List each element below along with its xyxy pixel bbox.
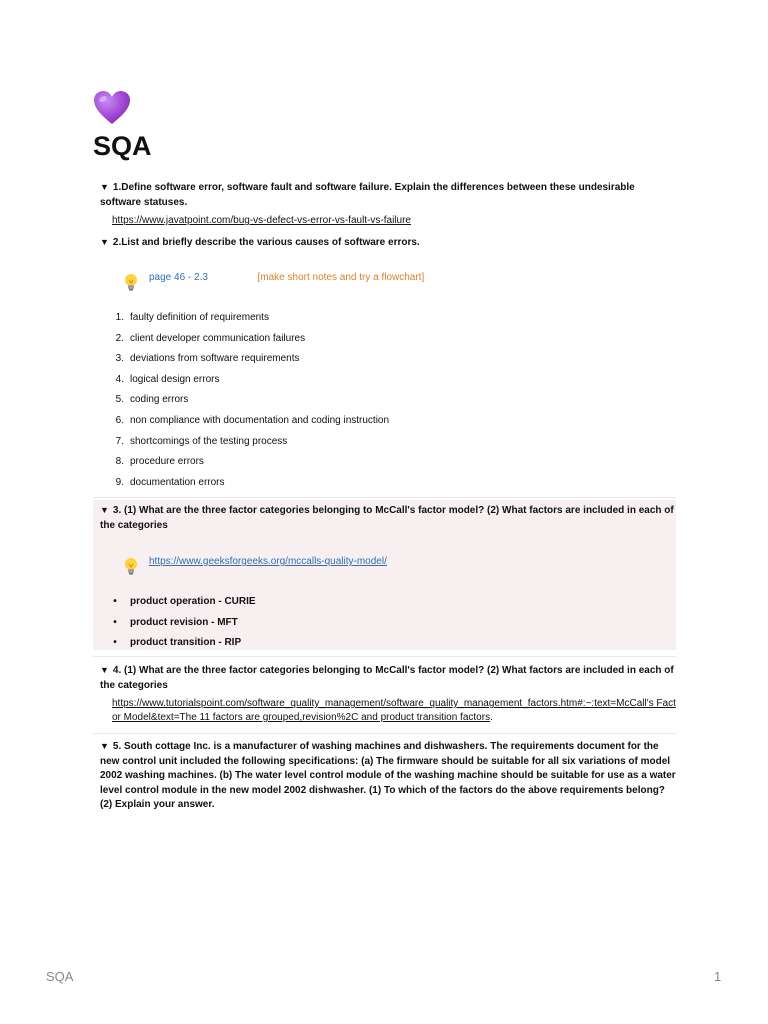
- list-item-text: procedure errors: [130, 456, 204, 468]
- list-item-number: 8.: [115, 456, 124, 468]
- toggle-question-4[interactable]: [93, 663, 676, 693]
- question-4-link-wrap: https://www.tutorialspoint.com/software_quality_management/software_quality_management_factors.htm#:~:text=McCall's Factor Model&text=The 11 factors are grouped,revision%2C and product transition factors.: [112, 698, 676, 723]
- list-item-text: logical design errors: [130, 373, 220, 385]
- list-item: [100, 616, 256, 637]
- callout-link[interactable]: https://www.geeksforgeeks.org/mccalls-quality-model/: [149, 556, 387, 567]
- triangle-down-icon[interactable]: ▼: [100, 182, 109, 192]
- callout-note: [make short notes and try a flowchart]: [257, 272, 425, 283]
- list-item: [100, 455, 600, 476]
- question-2-text: 2.List and briefly describe the various causes of software errors.: [112, 237, 420, 248]
- triangle-down-icon[interactable]: ▼: [100, 741, 109, 751]
- list-item: [100, 373, 600, 394]
- bullet-icon: •: [113, 637, 117, 648]
- list-item-number: 4.: [115, 373, 124, 385]
- question-1-link[interactable]: https://www.javatpoint.com/bug-vs-defect-vs-error-vs-fault-vs-failure: [112, 215, 411, 226]
- toggle-question-3[interactable]: [93, 503, 676, 533]
- list-item-number: 5.: [115, 394, 124, 406]
- question-4-text: 4. (1) What are the three factor categories belonging to McCall's factor model? (2) What factors are included in each of the categories: [100, 665, 674, 691]
- list-item-number: 1.: [115, 312, 124, 323]
- list-item-number: 2.: [115, 332, 124, 344]
- list-item: [100, 332, 600, 353]
- bullet-icon: •: [113, 596, 117, 607]
- question-1-text: 1.Define software error, software fault and software failure. Explain the differences between these undesirable software statuses.: [100, 182, 635, 208]
- list-item-text: faulty definition of requirements: [130, 312, 269, 323]
- bullet-icon: •: [113, 616, 117, 628]
- causes-list: [100, 311, 600, 496]
- list-item: [100, 595, 256, 616]
- list-item-text: client developer communication failures: [130, 332, 306, 344]
- divider: [93, 656, 676, 657]
- toggle-question-5[interactable]: [93, 739, 676, 813]
- toggle-question-1[interactable]: [93, 180, 676, 210]
- list-item: [100, 435, 600, 456]
- triangle-down-icon[interactable]: ▼: [100, 505, 109, 515]
- lightbulb-icon: [121, 556, 141, 576]
- triangle-down-icon[interactable]: ▼: [100, 665, 109, 675]
- list-item-text: non compliance with documentation and coding instruction: [130, 414, 390, 426]
- divider: [93, 733, 676, 734]
- list-item-number: 3.: [115, 353, 124, 365]
- toggle-question-2[interactable]: [93, 235, 676, 251]
- lightbulb-icon: [121, 272, 141, 292]
- list-item: [100, 476, 600, 497]
- callout-page-ref: page 46 - 2.3: [149, 272, 208, 283]
- question-5-text: 5. South cottage Inc. is a manufacturer of washing machines and dishwashers. The requirements document for the new control unit included the following specifications: (a) The firmware should be suitable for all six variations of model 2002 washing machines. (b) The water level control module of the washing machine should be suitable for use as a water level control module in the new model 2002 dishwasher. (1) To which of the factors do the above requirements belong? (2) Explain your answer.: [100, 741, 676, 810]
- list-item-text: product revision - MFT: [130, 616, 238, 628]
- purple-heart-icon: [93, 90, 131, 126]
- list-item-number: 6.: [115, 414, 124, 426]
- page-title: SQA: [93, 131, 152, 161]
- footer-title: SQA: [46, 969, 74, 984]
- list-item-number: 7.: [115, 435, 124, 447]
- question-3-text: 3. (1) What are the three factor categories belonging to McCall's factor model? (2) What factors are included in each of the categories: [100, 505, 674, 531]
- list-item: [100, 393, 600, 414]
- list-item-number: 9.: [115, 476, 124, 488]
- factor-categories-list: [100, 595, 256, 657]
- triangle-down-icon[interactable]: ▼: [100, 237, 109, 247]
- list-item-text: product operation - CURIE: [130, 596, 256, 607]
- list-item: [100, 636, 256, 657]
- list-item-text: deviations from software requirements: [130, 353, 300, 365]
- list-item: [100, 311, 600, 332]
- list-item-text: product transition - RIP: [130, 637, 242, 648]
- list-item-text: documentation errors: [130, 476, 225, 488]
- list-item-text: shortcomings of the testing process: [130, 435, 288, 447]
- list-item: [100, 352, 600, 373]
- list-item-text: coding errors: [130, 394, 189, 406]
- footer-page-number: 1: [714, 969, 722, 984]
- divider: [93, 497, 676, 498]
- question-4-link[interactable]: https://www.tutorialspoint.com/software_quality_management/software_quality_management_factors.htm#:~:text=McCall's Factor Model&text=The 11 factors are grouped,revision%2C and product transition factors: [112, 698, 676, 723]
- list-item: [100, 414, 600, 435]
